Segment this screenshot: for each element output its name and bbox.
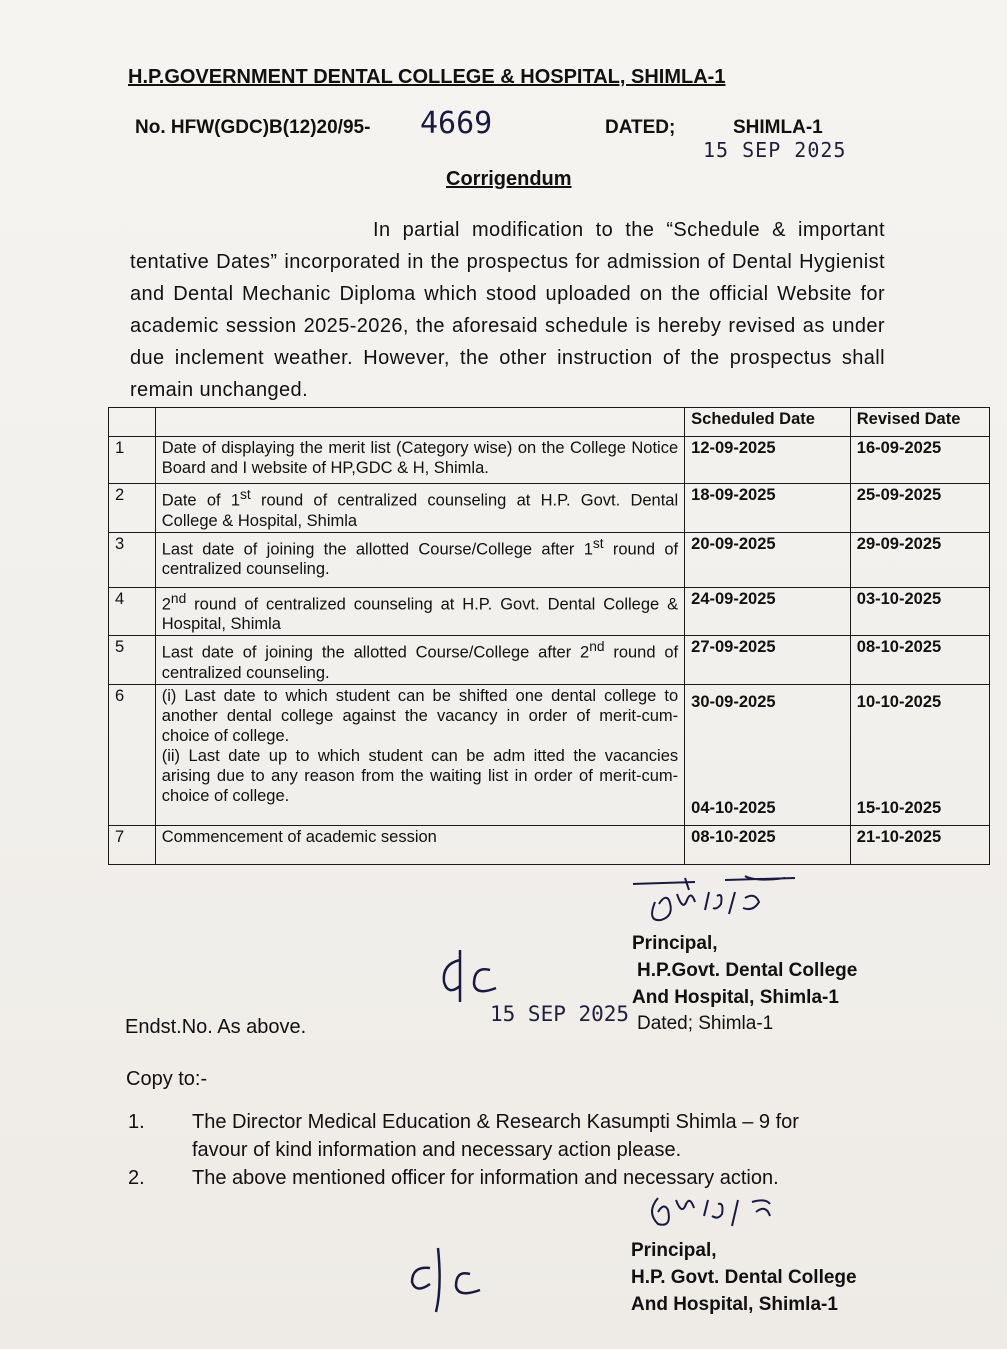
sig1-line4: Dated; Shimla-1 [637,1013,774,1034]
table-row: 6 (i) Last date to which student can be shifted one dental college to another dental college against the vacancy in order of merit-cum- choice of college. (ii) Last date up to which student can be adm itted the vacancies arising due to any reason from the waiting list in order of merit-cum- choice of college. 30-09-2025 04-10-2025 10-10-2025 15-10-2025 [109,684,990,825]
header-scheduled-date: Scheduled Date [685,408,851,437]
initials-mark-1 [430,940,530,1010]
sig1-line2: H.P.Govt. Dental College [637,960,858,981]
copy-to-label: Copy to:- [126,1068,208,1090]
document-title: Corrigendum [446,168,572,190]
row6-part-ii: (ii) Last date up to which student can be adm itted the vacancies arising due to any reason from the waiting list in order of merit-cum- choice of college. [161,746,679,805]
date-stamp: 15 SEP 2025 [703,138,847,162]
table-row: 7 Commencement of academic session 08-10-2025 21-10-2025 [109,825,990,864]
row6-scheduled-i: 30-09-2025 [691,692,776,711]
institution-heading: H.P.GOVERNMENT DENTAL COLLEGE & HOSPITAL, SHIMLA-1 [128,66,726,88]
sig2-line2: H.P. Govt. Dental College [631,1267,857,1288]
document-page: H.P.GOVERNMENT DENTAL COLLEGE & HOSPITAL, SHIMLA-1 No. HFW(GDC)B(12)20/95- 4669 DATED; SHIMLA-1 15 SEP 2025 Corrigendum In partial modification to the “Schedule & important tentative Dates” incorporated in the prospectus for admission of Dental Hygienist and Dental Mechanic Diploma which stood uploaded on the official Website for academic session 2025-2026, the aforesaid schedule is hereby revised as under due inclement weather. However, the other instruction of the prospectus shall remain unchanged. Scheduled Date Revised Date 1 Date of displaying the merit list (Category wise) on the College Notice Board and I website of HP,GDC & H, Shimla. 12-09-2025 16-09-2025 2 Date of 1st round of centralized counseling at H.P. Govt. Dental College & Hospital, Shimla 18-09-2025 25-09-2025 3 Last date of joining the allotted Course/College after 1st round of centralized counseling. 20-09-2025 29-09-2025 4 2nd round of centralized counseling at H.P. Govt. Dental College & Hospital, Shimla 24-09-2025 03-10-2025 5 Last date of joining the allotted Course/College after 2nd round of centralized counseling. 27-09-2025 08-10-2025 6 (i) Last date to which student can be shifted one dental college to another dental college against the vacancy in order of merit-cum- choice of college. (ii) Last date up to which student can be adm itted the vacancies arising due to any reason from the waiting list in order of merit-cum- choice of college. 30-09-2025 04-10-2025 10-10-2025 15-10-2025 7 Commencement of academic session 08-10-2025 21-10-2025 Principal, H.P.Govt. Dental College And Hospital, Shimla-1 Dated; Shimla-1 15 SEP 2025 Endst.No. As above. Copy to:- 1. The Director Medical Education & Research Kasumpti Shimla – 9 for favour of kind information and necessary action please. 2. The above mentioned officer for information and necessary action. Principal, H.P. Govt. Dental College And Hospital, Shimla-1 [0,0,1007,1349]
table-row: 5 Last date of joining the allotted Course/College after 2nd round of centralized counseling. 27-09-2025 08-10-2025 [109,636,990,685]
table-header-row [109,408,990,437]
row6-revised-i: 10-10-2025 [856,692,942,711]
reference-label: No. HFW(GDC)B(12)20/95- [135,117,371,138]
body-text: In partial modification to the “Schedule & important tentative Dates” incorporated in the prospectus for admission of Dental Hygienist and Dental Mechanic Diploma which stood uploaded on the official Website for academic session 2025-2026, the aforesaid schedule is hereby revised as under due inclement weather. However, the other instruction of the prospectus shall remain unchanged. [130,219,885,401]
sig1-line1: Principal, [632,933,718,954]
principal-signature-1 [625,872,805,932]
table-row: 4 2nd round of centralized counseling at H.P. Govt. Dental College & Hospital, Shimla 24-09-2025 03-10-2025 [109,587,990,636]
initials-mark-2 [400,1238,520,1318]
schedule-table [108,407,990,865]
endorsement-date-stamp: 15 SEP 2025 [490,1002,630,1026]
sig2-line1: Principal, [631,1240,717,1261]
place-label: SHIMLA-1 [733,117,823,138]
principal-signature-2 [640,1186,790,1236]
row6-scheduled-ii: 04-10-2025 [691,798,776,817]
header-revised-date: Revised Date [850,408,989,437]
sig1-line3: And Hospital, Shimla-1 [632,987,839,1008]
row6-revised-ii: 15-10-2025 [856,798,942,817]
endorsement-label: Endst.No. As above. [125,1016,307,1038]
table-row: 3 Last date of joining the allotted Course/College after 1st round of centralized counseling. 20-09-2025 29-09-2025 [109,532,990,587]
table-row: 1 Date of displaying the merit list (Category wise) on the College Notice Board and I website of HP,GDC & H, Shimla. 12-09-2025 16-09-2025 [109,437,990,484]
row6-part-i: (i) Last date to which student can be shifted one dental college to another dental college against the vacancy in order of merit-cum- choice of college. [161,686,679,745]
body-paragraph [130,214,885,406]
reference-number-handwritten: 4669 [420,106,493,141]
dated-label: DATED; [605,117,676,138]
sig2-line3: And Hospital, Shimla-1 [631,1294,838,1315]
table-row: 2 Date of 1st round of centralized counseling at H.P. Govt. Dental College & Hospital, Shimla 18-09-2025 25-09-2025 [109,484,990,533]
